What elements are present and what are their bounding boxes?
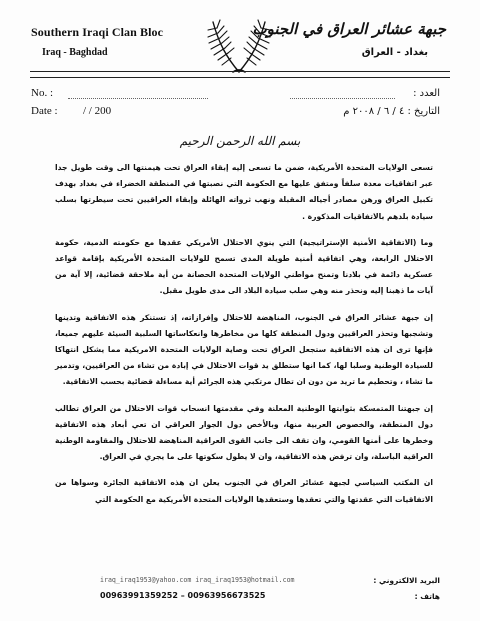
email-value: iraq_iraq1953@yahoo.com iraq_iraq1953@hotmail.com xyxy=(100,576,295,584)
number-label-ar: العدد : xyxy=(413,88,440,99)
date-label-ar: التاريخ : ٤ / ٦ / ٢٠٠٨ م xyxy=(343,106,440,117)
paragraph-1: تسعى الولايات المتحدة الأمريكية، ضمن ما تسعى إليه إبقاء العراق تحت هيمنتها الى وقت طويل جدا عبر اتفاقيات معدة سلفاً ومتفق عليها مع الحكومة التي نصبتها في المنطقة الخضراء في بغداد بهدف تكبيل العراق ورهن مصادر أجياله المقبلة ونهب ثرواته الهائلة وإبقاء العراقيين تحت سيطرتها بسلب سيادة بلدهم بالاتفاقيات المذكورة . xyxy=(55,163,433,221)
date-label: Date : xyxy=(31,105,58,117)
phone-value: 00963991359252 – 00963956673525 xyxy=(100,591,266,600)
paragraph-4: إن جبهتنا المتمسكة بثوابتها الوطنية المعلنة وفي مقدمتها انسحاب قوات الاحتلال من العراق تطالب دول المنطقة، والخصوص العربية منها، وبالأخص دول الجوار العراقي ان تعي أبعاد هذه الاتفاقية وخطرها على أمنها القومي، وان تقف الى جانب القوى العراقية المناهضة للاحتلال والمقاومة الوطنية العراقية الباسلة، وان ترفض هذه الاتفاقية، وان لا يطول سكوتها على ما يجري في العراق. xyxy=(55,403,433,462)
number-line xyxy=(68,98,208,99)
letter-body xyxy=(55,160,433,518)
org-name-ar: جبهة عشائر العراق في الجنوب xyxy=(252,20,446,38)
paragraph-5: ان المكتب السياسي لجبهة عشائر العراق في الجنوب يعلن ان هذه الاتفاقية الجائرة وسواها من الاتفاقيات التي عقدتها والتي تعقدها وستعقدها الولايات المتحدة الأمريكية مع الحكومة التي xyxy=(55,478,433,504)
header-rule-bottom xyxy=(30,77,450,78)
location-en: Iraq - Baghdad xyxy=(42,47,108,58)
email-label: البريد الالكتروني : xyxy=(373,576,440,585)
bismillah: بسم الله الرحمن الرحيم xyxy=(179,134,301,148)
header-rule-top xyxy=(30,71,450,72)
number-label: No. : xyxy=(31,87,53,99)
footer xyxy=(100,573,440,613)
date-value: / / 200 xyxy=(83,105,112,117)
phone-label: هاتف : xyxy=(414,592,440,601)
paragraph-2: وما (الاتفاقية الأمنية الإستراتيجية) التي ينوي الاحتلال الأمريكي عقدها مع حكومته الدمية، حكومة الاحتلال الرابعة، وهي اتفاقية أمنية طويلة المدى تسمح للولايات المتحدة الأمريكية بإقامة قواعد عسكرية دائمة في بلادنا وتمنح مواطني الولايات المتحدة الحصانة من أية ملاحقة قضائية، إلا آية من آيات ما ذهبنا إليه ونحذر منه وهي سلب سيادة البلاد الى مدى طويل مقبل. xyxy=(55,237,433,296)
location-ar: بغداد - العراق xyxy=(361,47,428,58)
paragraph-3: إن جبهة عشائر العراق في الجنوب، المناهضة للاحتلال وإفرازاته، إذ تستنكر هذه الاتفاقية وتدينها وتشجبها وتحذر العراقيين ودول المنطقة كلها من مخاطرها وانعكاساتها السلبية السيئة عليهم جميعا، فإنها ترى ان هذه الاتفاقية ستجعل العراق تحت وصاية الولايات المتحدة الامريكية مما يشكل انتهاكا للسيادة الوطنية وسلبا لها، كما انها ستطلق يد قوات الاحتلال في إبادة من تشاء من العراقيين، وتدمير ما تشاء ، وتحطيم ما تريد من دون ان تطال مرتكبي هذه الجرائم أية مساءلة قضائية بحسب الاتفاقية. xyxy=(55,312,433,387)
org-name-en: Southern Iraqi Clan Bloc xyxy=(31,25,164,39)
number-line-ar xyxy=(290,98,395,99)
